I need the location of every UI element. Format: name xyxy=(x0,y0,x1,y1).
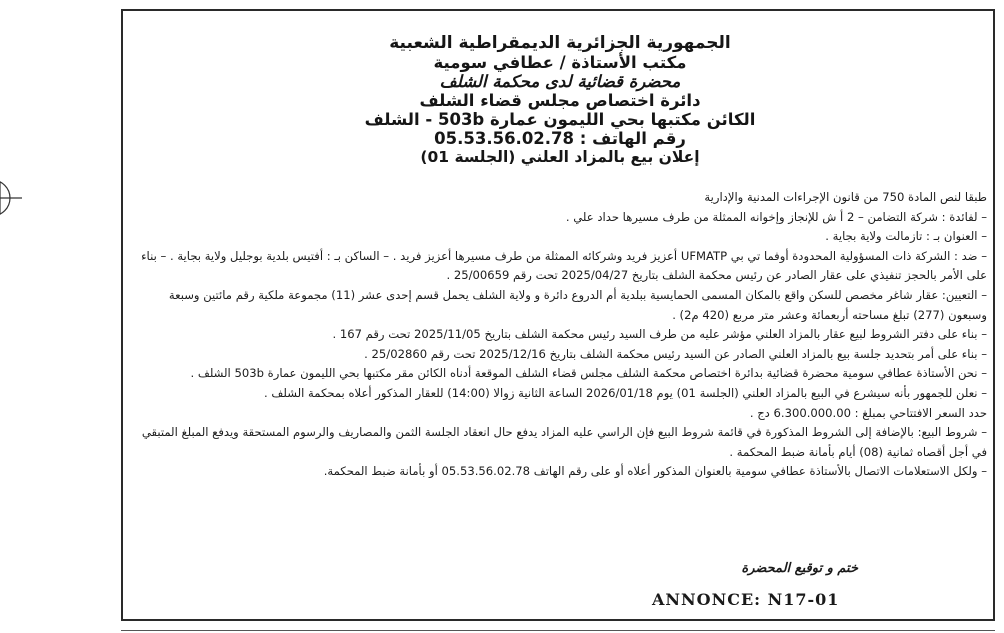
body-session-order: – بناء على أمر بتحديد جلسة بيع بالمزاد العلني الصادر عن السيد رئيس محكمة الشلف بتاريخ 2025/12/16 تحت رقم 25/02860 . xyxy=(364,346,987,361)
body-beneficiary-address: – العنوان بـ : تازمالت ولاية بجاية . xyxy=(825,229,987,244)
header-office: مكتب الأستاذة / عطافي سومية xyxy=(433,53,687,72)
registration-mark-icon xyxy=(0,178,24,218)
body-contact: – ولكل الاستعلامات الاتصال بالأستاذة عطافي سومية بالعنوان المذكور أعلاه أو على رقم الهاتف 05.53.56.02.78 أو بأمانة ضبط المحكمة. xyxy=(323,464,987,479)
header-title: إعلان بيع بالمزاد العلني (الجلسة 01) xyxy=(420,148,700,166)
header-republic: الجمهورية الجزائرية الديمقراطية الشعبية xyxy=(389,33,731,53)
annonce-number: ANNONCE: N17-01 xyxy=(652,590,840,609)
signature-line: ختم و توقيع المحضرة xyxy=(741,561,858,576)
announcement-header xyxy=(300,34,820,167)
body-conditions-book: – بناء على دفتر الشروط لبيع عقار بالمزاد العلني مؤشر عليه من طرف السيد رئيس محكمة الشلف بتاريخ 2025/11/05 تحت رقم 167 . xyxy=(332,327,987,342)
body-property: – التعيين: عقار شاغر مخصص للسكن واقع بالمكان المسمى الحمايسية ببلدية أم الدروع دائرة و ولاية الشلف يحمل قسم إحدى عشر (11) مجموعة ملكية رقم مائتين وسبعة وسبعون (277) تبلغ مساحته أربعمائة وعشر متر مربع (420 م2) . xyxy=(168,287,987,322)
body-opening-price: حدد السعر الافتتاحي بمبلغ : 6.300.000.00 دج . xyxy=(749,405,987,420)
header-address: الكائن مكتبها بحي الليمون عمارة 503b - الشلف xyxy=(364,110,756,129)
bottom-rule xyxy=(121,630,995,631)
body-bailiff: – نحن الأستاذة عطافي سومية محضرة قضائية بدائرة اختصاص محكمة الشلف مجلس قضاء الشلف الموقعة أدناه الكائن مقر مكتبها بحي الليمون عمارة 503b الشلف . xyxy=(190,366,987,381)
body-sale-terms: – شروط البيع: بالإضافة إلى الشروط المذكورة في قائمة شروط البيع فإن الراسي عليه المزاد يدفع حال انعقاد الجلسة الثمن والمصاريف والرسوم المستحقة ويدفع المبلغ المتبقي في أجل أقصاه ثمانية (08) أيام بأمانة ضبط المحكمة . xyxy=(141,425,987,459)
header-jurisdiction: دائرة اختصاص مجلس قضاء الشلف xyxy=(419,91,701,110)
body-beneficiary: – لفائدة : شركة التضامن – 2 أ ش للإنجاز وإخوانه الممثلة من طرف مسيرها حداد علي . xyxy=(565,209,987,224)
header-phone: رقم الهاتف : 05.53.56.02.78 xyxy=(434,129,686,148)
header-role: محضرة قضائية لدى محكمة الشلف xyxy=(439,72,681,91)
body-legal-basis: طبقا لنص المادة 750 من قانون الإجراءات المدنية والإدارية xyxy=(704,190,987,204)
body-auction-notice: – نعلن للجمهور بأنه سيشرع في البيع بالمزاد العلني (الجلسة 01) يوم 2026/01/18 الساعة الثانية زوالا (14:00) للعقار المذكور أعلاه بمحكمة الشلف . xyxy=(264,385,987,400)
body-defendant: – ضد : الشركة ذات المسؤولية المحدودة أوفما تي بي UFMATP أعزيز فريد وشركائه الممثلة من طرف مسيرها أعزيز فريد . – الساكن بـ : أفتيس بلدية بوجليل ولاية بجاية . – بناء على الأمر بالحجز تنفيذي على عقار الصادر عن رئيس محكمة الشلف بتاريخ 2025/04/27 تحت رقم 25/00659 . xyxy=(141,248,987,283)
announcement-body xyxy=(135,188,987,482)
